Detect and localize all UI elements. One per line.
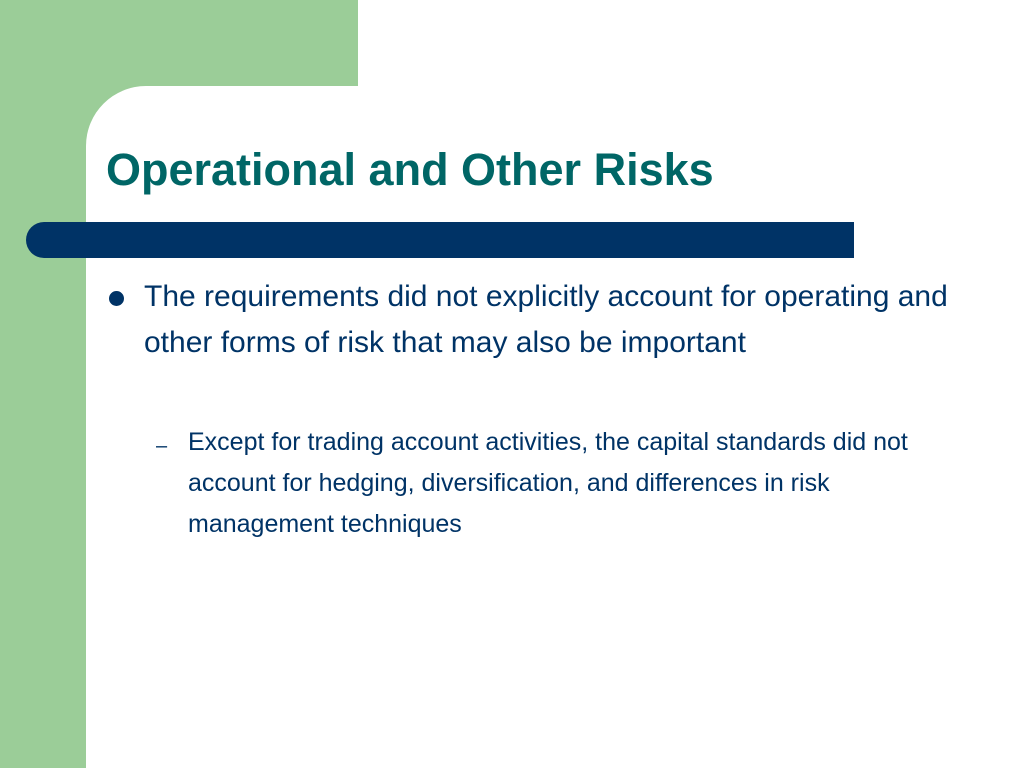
bullet-marker-icon: [109, 291, 124, 306]
bullet-item: The requirements did not explicitly account for operating and other forms of risk that may also be important: [144, 280, 948, 359]
sub-bullet-item: Except for trading account activities, the capital standards did not account for hedging, diversification, and differences in risk management techniques: [188, 428, 908, 538]
slide-title: Operational and Other Risks: [106, 144, 714, 195]
sub-bullet-marker: –: [156, 435, 168, 457]
title-underline-bar: [26, 222, 854, 258]
